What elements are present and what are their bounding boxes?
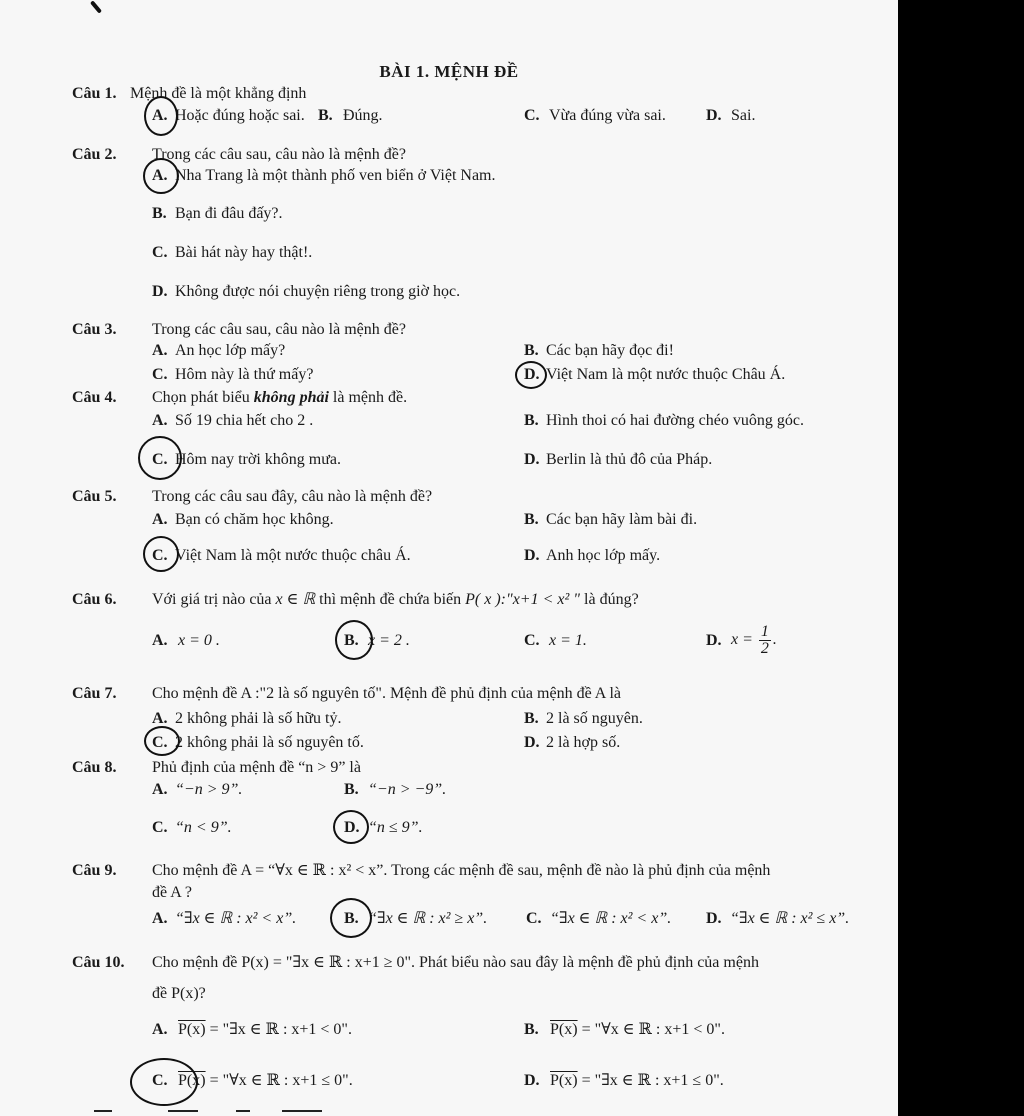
answer-circle-mark <box>143 536 179 572</box>
q10-option-d-key[interactable]: D. <box>524 1072 540 1089</box>
q3-option-a-text[interactable]: An học lớp mấy? <box>175 342 286 359</box>
question-8-stem: Phủ định của mệnh đề “n > 9” là <box>152 759 361 776</box>
q2-option-d-key[interactable]: D. <box>152 283 168 300</box>
q9-option-d-key[interactable]: D. <box>706 910 722 927</box>
question-8-number: Câu 8. <box>72 759 117 776</box>
q10-option-a-text[interactable]: P(x) = "∃x ∈ ℝ : x+1 < 0". <box>178 1021 352 1038</box>
q8-option-b-text[interactable]: “−n > −9”. <box>368 781 447 798</box>
q5-option-d-text[interactable]: Anh học lớp mấy. <box>546 547 661 564</box>
question-3-number: Câu 3. <box>72 321 117 338</box>
q10-option-d-text[interactable]: P(x) = "∃x ∈ ℝ : x+1 ≤ 0". <box>550 1072 724 1089</box>
answer-circle-mark <box>333 810 369 844</box>
q4-option-a-text[interactable]: Số 19 chia hết cho 2 . <box>175 412 314 429</box>
q8-option-c-key[interactable]: C. <box>152 819 168 836</box>
q1-option-b-key[interactable]: B. <box>318 107 333 124</box>
q7-option-c-text[interactable]: 2 không phải là số nguyên tố. <box>175 734 364 751</box>
q3-option-c-text[interactable]: Hôm này là thứ mấy? <box>175 366 314 383</box>
q1-option-b-text[interactable]: Đúng. <box>343 107 383 124</box>
q9-option-b-key[interactable]: B. <box>344 910 359 927</box>
question-9-stem-line-2: đề A ? <box>152 884 192 901</box>
question-3-stem: Trong các câu sau, câu nào là mệnh đề? <box>152 321 406 338</box>
q6-option-a-text[interactable]: x = 0 . <box>178 632 220 649</box>
q5-option-c-text[interactable]: Việt Nam là một nước thuộc châu Á. <box>175 547 411 564</box>
q3-option-a-key[interactable]: A. <box>152 342 168 359</box>
q2-option-c-key[interactable]: C. <box>152 244 168 261</box>
q2-option-a-key[interactable]: A. <box>152 167 168 184</box>
q4-option-c-key[interactable]: C. <box>152 451 168 468</box>
q10-option-a-key[interactable]: A. <box>152 1021 168 1038</box>
answer-circle-mark <box>144 96 178 136</box>
answer-circle-mark <box>515 361 547 389</box>
q5-option-c-key[interactable]: C. <box>152 547 168 564</box>
question-7-stem: Cho mệnh đề A :"2 là số nguyên tố". Mệnh đề phủ định của mệnh đề A là <box>152 685 621 702</box>
q4-option-d-text[interactable]: Berlin là thủ đô của Pháp. <box>546 451 713 468</box>
q2-option-d-text[interactable]: Không được nói chuyện riêng trong giờ học. <box>175 283 461 300</box>
q7-option-a-key[interactable]: A. <box>152 710 168 727</box>
q7-option-d-key[interactable]: D. <box>524 734 540 751</box>
q5-option-b-key[interactable]: B. <box>524 511 539 528</box>
answer-circle-mark <box>330 898 372 938</box>
page-title: BÀI 1. MỆNH ĐỀ <box>379 62 519 81</box>
question-5-stem: Trong các câu sau đây, câu nào là mệnh đề? <box>152 488 433 505</box>
question-9-number: Câu 9. <box>72 862 117 879</box>
question-6-number: Câu 6. <box>72 591 117 608</box>
q8-option-d-key[interactable]: D. <box>344 819 360 836</box>
question-1-number: Câu 1. <box>72 85 117 102</box>
q7-option-a-text[interactable]: 2 không phải là số hữu tỷ. <box>175 710 342 727</box>
question-6-stem: Với giá trị nào của x ∈ ℝ thì mệnh đề chứa biến P( x ):"x+1 < x² " là đúng? <box>152 591 639 608</box>
q5-option-a-text[interactable]: Bạn có chăm học không. <box>175 511 334 528</box>
q5-option-b-text[interactable]: Các bạn hãy làm bài đi. <box>546 511 698 528</box>
q1-option-a-text[interactable]: Hoặc đúng hoặc sai. <box>175 107 305 124</box>
cutoff-text-fragment <box>236 1110 250 1112</box>
q9-option-b-text[interactable]: “∃x ∈ ℝ : x² ≥ x”. <box>368 910 488 927</box>
q2-option-b-key[interactable]: B. <box>152 205 167 222</box>
q6-option-c-text[interactable]: x = 1. <box>549 632 587 649</box>
q9-option-a-key[interactable]: A. <box>152 910 168 927</box>
q10-option-c-text[interactable]: P(x) = "∀x ∈ ℝ : x+1 ≤ 0". <box>178 1072 353 1089</box>
q8-option-d-text[interactable]: “n ≤ 9”. <box>368 819 423 836</box>
q7-option-c-key[interactable]: C. <box>152 734 168 751</box>
q9-option-c-key[interactable]: C. <box>526 910 542 927</box>
question-9-stem-line-1: Cho mệnh đề A = “∀x ∈ ℝ : x² < x”. Trong các mệnh đề sau, mệnh đề nào là phủ định của mệnh <box>152 862 771 879</box>
q4-option-b-text[interactable]: Hình thoi có hai đường chéo vuông góc. <box>546 412 804 429</box>
question-10-number: Câu 10. <box>72 954 125 971</box>
q7-option-b-key[interactable]: B. <box>524 710 539 727</box>
q1-option-c-text[interactable]: Vừa đúng vừa sai. <box>549 107 666 124</box>
q3-option-d-text[interactable]: Việt Nam là một nước thuộc Châu Á. <box>546 366 786 383</box>
black-side-bar <box>898 0 1024 1116</box>
q8-option-a-text[interactable]: “−n > 9”. <box>175 781 243 798</box>
question-10-stem-line-2: đề P(x)? <box>152 985 206 1002</box>
q5-option-d-key[interactable]: D. <box>524 547 540 564</box>
question-4-number: Câu 4. <box>72 389 117 406</box>
q10-option-b-text[interactable]: P(x) = "∀x ∈ ℝ : x+1 < 0". <box>550 1021 725 1038</box>
q9-option-d-text[interactable]: “∃x ∈ ℝ : x² ≤ x”. <box>730 910 850 927</box>
question-1-stem: Mệnh đề là một khẳng định <box>130 85 307 102</box>
q7-option-b-text[interactable]: 2 là số nguyên. <box>546 710 643 727</box>
q8-option-a-key[interactable]: A. <box>152 781 168 798</box>
answer-circle-mark <box>143 158 179 194</box>
question-5-number: Câu 5. <box>72 488 117 505</box>
q3-option-d-key[interactable]: D. <box>524 366 540 383</box>
q4-option-d-key[interactable]: D. <box>524 451 540 468</box>
question-10-stem-line-1: Cho mệnh đề P(x) = "∃x ∈ ℝ : x+1 ≥ 0". Phát biểu nào sau đây là mệnh đề phủ định của mệnh <box>152 954 759 971</box>
question-7-number: Câu 7. <box>72 685 117 702</box>
q10-option-b-key[interactable]: B. <box>524 1021 539 1038</box>
q9-option-a-text[interactable]: “∃x ∈ ℝ : x² < x”. <box>175 910 297 927</box>
q1-option-d-text[interactable]: Sai. <box>731 107 756 124</box>
q1-option-d-key[interactable]: D. <box>706 107 722 124</box>
q1-option-a-key[interactable]: A. <box>152 107 168 124</box>
q6-option-b-text[interactable]: x = 2 . <box>368 632 410 649</box>
pen-mark <box>90 0 102 13</box>
q6-option-b-key[interactable]: B. <box>344 632 359 649</box>
q4-option-a-key[interactable]: A. <box>152 412 168 429</box>
q5-option-a-key[interactable]: A. <box>152 511 168 528</box>
q4-option-b-key[interactable]: B. <box>524 412 539 429</box>
answer-circle-mark <box>335 620 373 660</box>
question-2-number: Câu 2. <box>72 146 117 163</box>
q6-option-d-text[interactable]: x = $\frac{1}{2}$ . <box>731 622 777 657</box>
answer-circle-mark <box>138 436 182 480</box>
q2-option-c-text[interactable]: Bài hát này hay thật!. <box>175 244 313 261</box>
cutoff-text-fragment <box>168 1110 198 1112</box>
q8-option-c-text[interactable]: “n < 9”. <box>175 819 232 836</box>
cutoff-text-fragment <box>282 1110 322 1112</box>
q9-option-c-text[interactable]: “∃x ∈ ℝ : x² < x”. <box>550 910 672 927</box>
q3-option-b-text[interactable]: Các bạn hãy đọc đi! <box>546 342 674 359</box>
q2-option-a-text[interactable]: Nha Trang là một thành phố ven biển ở Việt Nam. <box>175 167 496 184</box>
q1-option-c-key[interactable]: C. <box>524 107 540 124</box>
q10-option-c-key[interactable]: C. <box>152 1072 168 1089</box>
q7-option-d-text[interactable]: 2 là hợp số. <box>546 734 621 751</box>
answer-circle-mark <box>144 726 180 756</box>
q3-option-b-key[interactable]: B. <box>524 342 539 359</box>
q6-option-d-key[interactable]: D. <box>706 632 722 649</box>
q4-option-c-text[interactable]: Hôm nay trời không mưa. <box>175 451 341 468</box>
question-4-stem: Chọn phát biểu không phải là mệnh đề. <box>152 389 408 406</box>
q2-option-b-text[interactable]: Bạn đi đâu đấy?. <box>175 205 283 222</box>
q6-option-c-key[interactable]: C. <box>524 632 540 649</box>
q8-option-b-key[interactable]: B. <box>344 781 359 798</box>
cutoff-text-fragment <box>94 1110 112 1112</box>
question-2-stem: Trong các câu sau, câu nào là mệnh đề? <box>152 146 406 163</box>
q3-option-c-key[interactable]: C. <box>152 366 168 383</box>
q6-option-a-key[interactable]: A. <box>152 632 168 649</box>
answer-circle-mark <box>130 1058 198 1106</box>
